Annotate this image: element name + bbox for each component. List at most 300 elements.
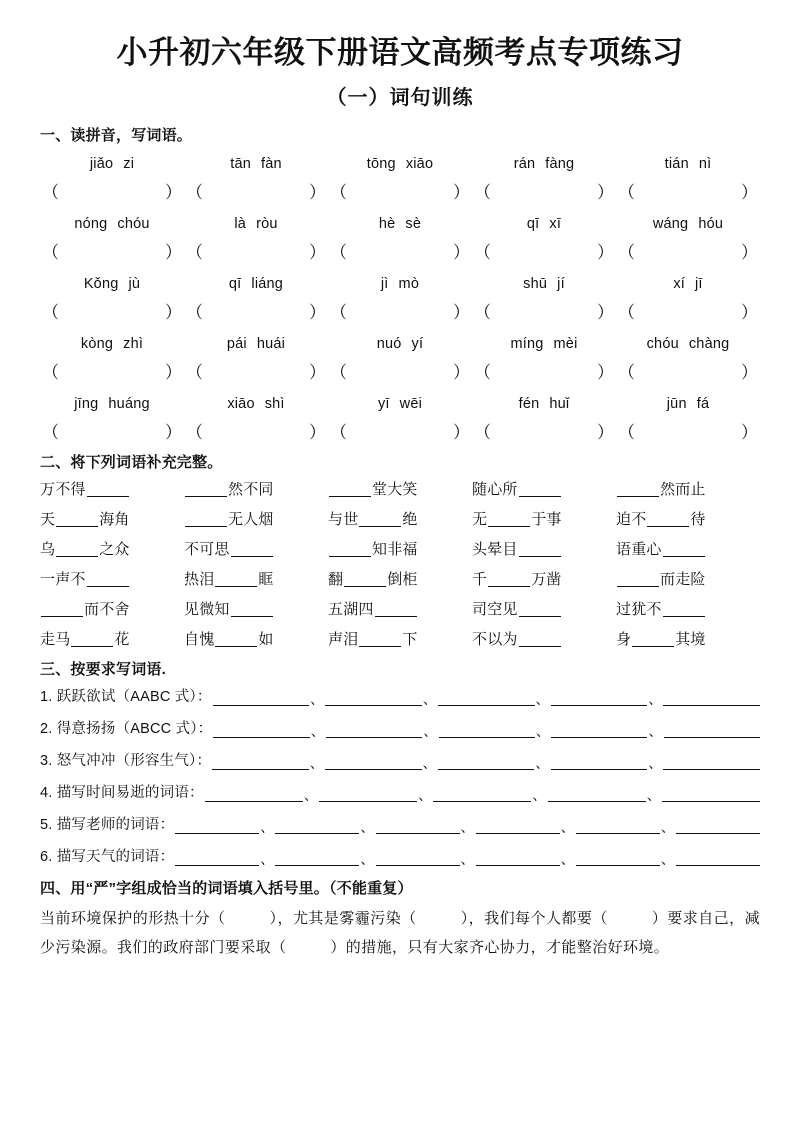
pinyin-syllable: xī: [549, 215, 562, 232]
idiom-suffix: 花: [114, 630, 130, 648]
idiom-item[interactable]: [40, 508, 184, 529]
pinyin-syllable: xí: [673, 275, 686, 292]
blank-separator: 、: [418, 786, 433, 803]
pinyin-syllable: shì: [264, 395, 285, 412]
idiom-prefix: 千: [472, 570, 488, 588]
idiom-item[interactable]: [616, 478, 760, 499]
idiom-row: [40, 568, 760, 589]
pinyin-syllable: nì: [698, 155, 712, 172]
idiom-suffix: 然不同: [228, 480, 274, 498]
answer-bracket[interactable]: [184, 238, 328, 263]
right-paren: ）: [741, 423, 758, 443]
answer-bracket-row: [40, 238, 760, 264]
requirement-item: [40, 717, 760, 738]
right-paren: ）: [165, 303, 182, 323]
idiom-blank[interactable]: [71, 646, 113, 647]
idiom-suffix: 于事: [531, 510, 562, 528]
page-title: 小升初六年级下册语文高频考点专项练习: [116, 35, 684, 70]
answer-blank[interactable]: [433, 788, 531, 802]
idiom-blank[interactable]: [663, 616, 705, 617]
idiom-blank[interactable]: [663, 556, 705, 557]
requirement-label: 6. 描写天气的词语：: [40, 848, 175, 865]
blank-separator: 、: [648, 754, 663, 771]
idiom-item[interactable]: [328, 598, 472, 619]
blank-separator: 、: [535, 754, 550, 771]
pinyin-syllable: zi: [123, 155, 135, 172]
pinyin-syllable: jù: [128, 275, 141, 292]
pinyin-row: [40, 151, 760, 177]
pinyin-word: [328, 336, 472, 352]
left-paren: （: [186, 183, 203, 203]
section-three-heading: 三、按要求写词语.: [40, 660, 166, 678]
left-paren: （: [42, 423, 59, 443]
pinyin-word: [616, 276, 760, 292]
idiom-item[interactable]: [40, 538, 184, 559]
pinyin-row: [40, 271, 760, 297]
answer-bracket[interactable]: [472, 418, 616, 443]
answer-bracket[interactable]: [328, 178, 472, 203]
idiom-item[interactable]: [472, 538, 616, 559]
requirement-item: [40, 781, 760, 802]
answer-blank[interactable]: [551, 756, 648, 770]
left-paren: （: [474, 243, 491, 263]
answer-blank[interactable]: [438, 756, 535, 770]
pinyin-syllable: jí: [557, 275, 565, 292]
answer-blank[interactable]: [325, 692, 422, 706]
answer-blank[interactable]: [275, 852, 359, 866]
right-paren: ）: [309, 363, 326, 383]
idiom-suffix: 堂大笑: [372, 480, 418, 498]
answer-bracket[interactable]: [472, 298, 616, 323]
section-four-paragraph: [40, 904, 760, 963]
idiom-suffix: 绝: [402, 510, 418, 528]
idiom-row: [40, 598, 760, 619]
idiom-blank[interactable]: [56, 556, 98, 557]
answer-blank[interactable]: [213, 692, 310, 706]
idiom-blank[interactable]: [87, 496, 129, 497]
right-paren: ）: [453, 363, 470, 383]
idiom-blank[interactable]: [617, 496, 659, 497]
answer-bracket[interactable]: [328, 298, 472, 323]
idiom-prefix: 声泪: [328, 630, 359, 648]
pinyin-word: [40, 396, 184, 412]
idiom-blank[interactable]: [231, 556, 273, 557]
idiom-blank[interactable]: [519, 616, 561, 617]
idiom-item[interactable]: [328, 538, 472, 559]
idiom-suffix: 其境: [675, 630, 706, 648]
idiom-item[interactable]: [472, 598, 616, 619]
idiom-blank[interactable]: [375, 616, 417, 617]
pinyin-row: [40, 331, 760, 357]
right-paren: ）: [453, 423, 470, 443]
answer-blank[interactable]: [439, 724, 535, 738]
pinyin-syllable: yī: [377, 395, 390, 412]
answer-blank[interactable]: [275, 820, 359, 834]
answer-blank[interactable]: [175, 852, 259, 866]
right-paren: ）: [165, 183, 182, 203]
answer-blank[interactable]: [663, 756, 760, 770]
requirement-blanks: [213, 724, 760, 738]
pinyin-syllable: mèi: [553, 335, 578, 352]
idiom-blank[interactable]: [617, 586, 659, 587]
idiom-prefix: 语重心: [616, 540, 662, 558]
answer-blank[interactable]: [376, 852, 460, 866]
answer-bracket[interactable]: [184, 298, 328, 323]
idiom-item[interactable]: [40, 628, 184, 649]
pinyin-syllable: chóu: [117, 215, 150, 232]
idiom-blank[interactable]: [329, 556, 371, 557]
answer-blank[interactable]: [676, 852, 760, 866]
answer-blank[interactable]: [476, 820, 560, 834]
idiom-prefix: 不以为: [472, 630, 518, 648]
answer-blank[interactable]: [476, 852, 560, 866]
idiom-blank[interactable]: [519, 646, 561, 647]
answer-bracket[interactable]: [40, 418, 184, 443]
blank-separator: 、: [260, 818, 275, 835]
blank-separator: 、: [535, 690, 550, 707]
pinyin-syllable: qī: [228, 275, 242, 292]
pinyin-word: [184, 336, 328, 352]
pinyin-word: [616, 216, 760, 232]
pinyin-syllable: nóng: [74, 215, 108, 232]
blank-separator: 、: [535, 722, 551, 739]
pinyin-word: [616, 396, 760, 412]
answer-blank[interactable]: [325, 756, 422, 770]
requirement-blanks: [205, 788, 760, 802]
idiom-item[interactable]: [616, 568, 760, 589]
pinyin-word: [184, 216, 328, 232]
idiom-blank[interactable]: [185, 526, 227, 527]
left-paren: （: [474, 183, 491, 203]
right-paren: ）: [309, 243, 326, 263]
answer-blank[interactable]: [662, 788, 760, 802]
pinyin-syllable: fàng: [545, 155, 575, 172]
pinyin-word: [40, 216, 184, 232]
answer-blank[interactable]: [664, 724, 760, 738]
answer-blank[interactable]: [676, 820, 760, 834]
blank-separator: 、: [360, 818, 375, 835]
pinyin-word: [184, 276, 328, 292]
answer-bracket-row: [40, 418, 760, 444]
paragraph-segment: ），我们每个人都要（: [460, 909, 608, 927]
requirement-label: 5. 描写老师的词语：: [40, 816, 175, 833]
pinyin-syllable: tián: [664, 155, 689, 172]
pinyin-syllable: chàng: [688, 335, 730, 352]
answer-blank[interactable]: [376, 820, 460, 834]
idiom-blank[interactable]: [56, 526, 98, 527]
idiom-blank[interactable]: [519, 556, 561, 557]
pinyin-syllable: wēi: [399, 395, 423, 412]
pinyin-syllable: nuó: [376, 335, 402, 352]
answer-bracket[interactable]: [328, 358, 472, 383]
answer-bracket-row: [40, 298, 760, 324]
answer-blank[interactable]: [663, 692, 760, 706]
idiom-item[interactable]: [616, 598, 760, 619]
left-paren: （: [186, 363, 203, 383]
answer-bracket[interactable]: [616, 238, 760, 263]
pinyin-syllable: jīng: [74, 395, 99, 412]
answer-blank[interactable]: [438, 692, 535, 706]
answer-blank[interactable]: [548, 788, 646, 802]
idiom-blank[interactable]: [215, 646, 257, 647]
left-paren: （: [474, 423, 491, 443]
pinyin-syllable: jì: [380, 275, 389, 292]
answer-bracket[interactable]: [184, 358, 328, 383]
idiom-suffix: 之众: [99, 540, 130, 558]
pinyin-syllable: huǐ: [549, 395, 570, 412]
answer-blank[interactable]: [576, 820, 660, 834]
idiom-prefix: 五湖四: [328, 600, 374, 618]
idiom-exercise: [40, 478, 760, 649]
idiom-item[interactable]: [328, 568, 472, 589]
idiom-suffix: 海角: [99, 510, 130, 528]
pinyin-syllable: míng: [510, 335, 544, 352]
pinyin-syllable: jiǎo: [89, 155, 114, 172]
pinyin-syllable: fá: [696, 395, 710, 412]
idiom-suffix: 眶: [258, 570, 274, 588]
answer-bracket[interactable]: [472, 358, 616, 383]
pinyin-syllable: tān: [230, 155, 251, 172]
right-paren: ）: [597, 183, 614, 203]
idiom-item[interactable]: [616, 628, 760, 649]
right-paren: ）: [165, 363, 182, 383]
left-paren: （: [42, 183, 59, 203]
pinyin-syllable: pái: [226, 335, 247, 352]
blank-separator: 、: [646, 786, 661, 803]
idiom-blank[interactable]: [519, 496, 561, 497]
requirement-item: [40, 813, 760, 834]
idiom-item[interactable]: [184, 478, 328, 499]
idiom-blank[interactable]: [329, 496, 371, 497]
idiom-item[interactable]: [40, 568, 184, 589]
pinyin-word: [328, 396, 472, 412]
left-paren: （: [474, 303, 491, 323]
right-paren: ）: [741, 183, 758, 203]
pinyin-word: [472, 276, 616, 292]
answer-bracket[interactable]: [616, 298, 760, 323]
pinyin-row: [40, 391, 760, 417]
blank-separator: 、: [423, 722, 438, 739]
idiom-item[interactable]: [40, 598, 184, 619]
pinyin-word: [616, 336, 760, 352]
left-paren: （: [42, 303, 59, 323]
answer-bracket-row: [40, 178, 760, 204]
idiom-blank[interactable]: [359, 526, 401, 527]
pinyin-syllable: zhì: [123, 335, 144, 352]
idiom-prefix: 一声不: [40, 570, 86, 588]
left-paren: （: [42, 243, 59, 263]
blank-separator: 、: [422, 690, 438, 707]
idiom-prefix: 无: [472, 510, 488, 528]
pinyin-word: [472, 156, 616, 172]
requirement-blanks: [213, 692, 760, 706]
left-paren: （: [330, 183, 347, 203]
pinyin-syllable: rán: [513, 155, 536, 172]
idiom-blank[interactable]: [41, 616, 83, 617]
answer-bracket[interactable]: [40, 358, 184, 383]
idiom-row: [40, 478, 760, 499]
pinyin-word: [184, 156, 328, 172]
paragraph-segment: ）的措施，只有大家齐心协力，才能整治好环境。: [330, 939, 670, 956]
left-paren: （: [618, 363, 635, 383]
idiom-item[interactable]: [184, 598, 328, 619]
idiom-blank[interactable]: [632, 646, 674, 647]
right-paren: ）: [597, 423, 614, 443]
pinyin-word: [616, 156, 760, 172]
idiom-item[interactable]: [616, 508, 760, 529]
left-paren: （: [186, 243, 203, 263]
pinyin-syllable: chóu: [646, 335, 679, 352]
answer-bracket[interactable]: [40, 298, 184, 323]
requirement-label: 3. 怒气冲冲（形容生气）：: [40, 752, 212, 769]
answer-blank[interactable]: [175, 820, 259, 834]
idiom-prefix: 与世: [328, 510, 359, 528]
blank-separator: 、: [648, 722, 663, 739]
pinyin-syllable: liáng: [251, 275, 284, 292]
answer-blank[interactable]: [205, 788, 303, 802]
left-paren: （: [618, 423, 635, 443]
idiom-item[interactable]: [472, 508, 616, 529]
right-paren: ）: [309, 303, 326, 323]
idiom-prefix: 天: [40, 510, 56, 528]
pinyin-word: [328, 276, 472, 292]
idiom-item[interactable]: [616, 538, 760, 559]
idiom-item[interactable]: [472, 628, 616, 649]
answer-bracket[interactable]: [184, 418, 328, 443]
idiom-prefix: 见微知: [184, 600, 230, 618]
requirement-label: 4. 描写时间易逝的词语：: [40, 784, 204, 801]
idiom-suffix: 下: [402, 630, 418, 648]
pinyin-syllable: yí: [411, 335, 424, 352]
idiom-blank[interactable]: [488, 586, 530, 587]
answer-bracket[interactable]: [616, 358, 760, 383]
answer-blank[interactable]: [576, 852, 660, 866]
answer-blank[interactable]: [551, 724, 647, 738]
answer-bracket[interactable]: [328, 418, 472, 443]
answer-bracket[interactable]: [40, 178, 184, 203]
idiom-blank[interactable]: [647, 526, 689, 527]
idiom-suffix: 倒柜: [387, 570, 418, 588]
right-paren: ）: [597, 303, 614, 323]
blank-separator: 、: [560, 818, 575, 835]
idiom-blank[interactable]: [488, 526, 530, 527]
pinyin-word: [328, 216, 472, 232]
pinyin-word: [328, 156, 472, 172]
pinyin-syllable: Kǒng: [83, 275, 119, 292]
idiom-item[interactable]: [472, 478, 616, 499]
requirement-label: 1. 跃跃欲试（AABC 式）：: [40, 688, 212, 705]
answer-blank[interactable]: [212, 756, 309, 770]
requirement-item: [40, 749, 760, 770]
pinyin-syllable: xiāo: [227, 395, 255, 412]
idiom-suffix: 待: [690, 510, 706, 528]
idiom-prefix: 司空见: [472, 600, 518, 618]
pinyin-syllable: jī: [695, 275, 703, 292]
idiom-item[interactable]: [184, 538, 328, 559]
idiom-prefix: 随心所: [472, 480, 518, 498]
idiom-item[interactable]: [184, 508, 328, 529]
idiom-item[interactable]: [328, 628, 472, 649]
paragraph-segment: ）要求自己，减少污染源。我们的政府部门要采取（: [40, 909, 760, 956]
answer-bracket[interactable]: [472, 178, 616, 203]
answer-bracket[interactable]: [472, 238, 616, 263]
idiom-blank[interactable]: [185, 496, 227, 497]
idiom-item[interactable]: [328, 508, 472, 529]
right-paren: ）: [165, 243, 182, 263]
idiom-row: [40, 538, 760, 559]
pinyin-word: [40, 336, 184, 352]
idiom-blank[interactable]: [87, 586, 129, 587]
idiom-item[interactable]: [184, 628, 328, 649]
right-paren: ）: [309, 423, 326, 443]
idiom-blank[interactable]: [215, 586, 257, 587]
pinyin-syllable: tōng: [366, 155, 396, 172]
answer-blank[interactable]: [551, 692, 648, 706]
left-paren: （: [618, 183, 635, 203]
idiom-item[interactable]: [472, 568, 616, 589]
left-paren: （: [330, 363, 347, 383]
idiom-item[interactable]: [40, 478, 184, 499]
pinyin-row: [40, 211, 760, 237]
idiom-blank[interactable]: [231, 616, 273, 617]
blank-separator: 、: [532, 786, 547, 803]
idiom-blank[interactable]: [344, 586, 386, 587]
right-paren: ）: [453, 243, 470, 263]
section-one-heading: 一、读拼音，写词语。: [40, 126, 193, 144]
right-paren: ）: [165, 423, 182, 443]
idiom-prefix: 热泪: [184, 570, 215, 588]
answer-bracket[interactable]: [616, 418, 760, 443]
pinyin-syllable: huái: [256, 335, 286, 352]
left-paren: （: [618, 303, 635, 323]
idiom-prefix: 万不得: [40, 480, 86, 498]
answer-bracket-row: [40, 358, 760, 384]
idiom-suffix: 万凿: [531, 570, 562, 588]
answer-bracket[interactable]: [328, 238, 472, 263]
answer-bracket[interactable]: [616, 178, 760, 203]
section-four-heading: 四、用“严”字组成恰当的词语填入括号里。（不能重复）: [40, 879, 413, 897]
blank-separator: 、: [260, 850, 275, 867]
blank-separator: 、: [460, 850, 475, 867]
idiom-item[interactable]: [328, 478, 472, 499]
left-paren: （: [330, 303, 347, 323]
page-subtitle: （一）词句训练: [326, 86, 474, 109]
left-paren: （: [330, 243, 347, 263]
idiom-row: [40, 628, 760, 649]
answer-bracket[interactable]: [40, 238, 184, 263]
blank-separator: 、: [310, 722, 325, 739]
answer-blank[interactable]: [213, 724, 309, 738]
answer-blank[interactable]: [326, 724, 422, 738]
idiom-row: [40, 508, 760, 529]
pinyin-syllable: kòng: [80, 335, 114, 352]
requirement-exercise: [40, 685, 760, 866]
idiom-item[interactable]: [184, 568, 328, 589]
blank-separator: 、: [303, 786, 319, 803]
answer-blank[interactable]: [319, 788, 417, 802]
left-paren: （: [42, 363, 59, 383]
left-paren: （: [330, 423, 347, 443]
left-paren: （: [186, 423, 203, 443]
idiom-prefix: 迫不: [616, 510, 647, 528]
section-two-heading: 二、将下列词语补充完整。: [40, 453, 223, 471]
requirement-blanks: [175, 820, 760, 834]
answer-bracket[interactable]: [184, 178, 328, 203]
idiom-blank[interactable]: [359, 646, 401, 647]
pinyin-word: [184, 396, 328, 412]
right-paren: ）: [309, 183, 326, 203]
left-paren: （: [474, 363, 491, 383]
